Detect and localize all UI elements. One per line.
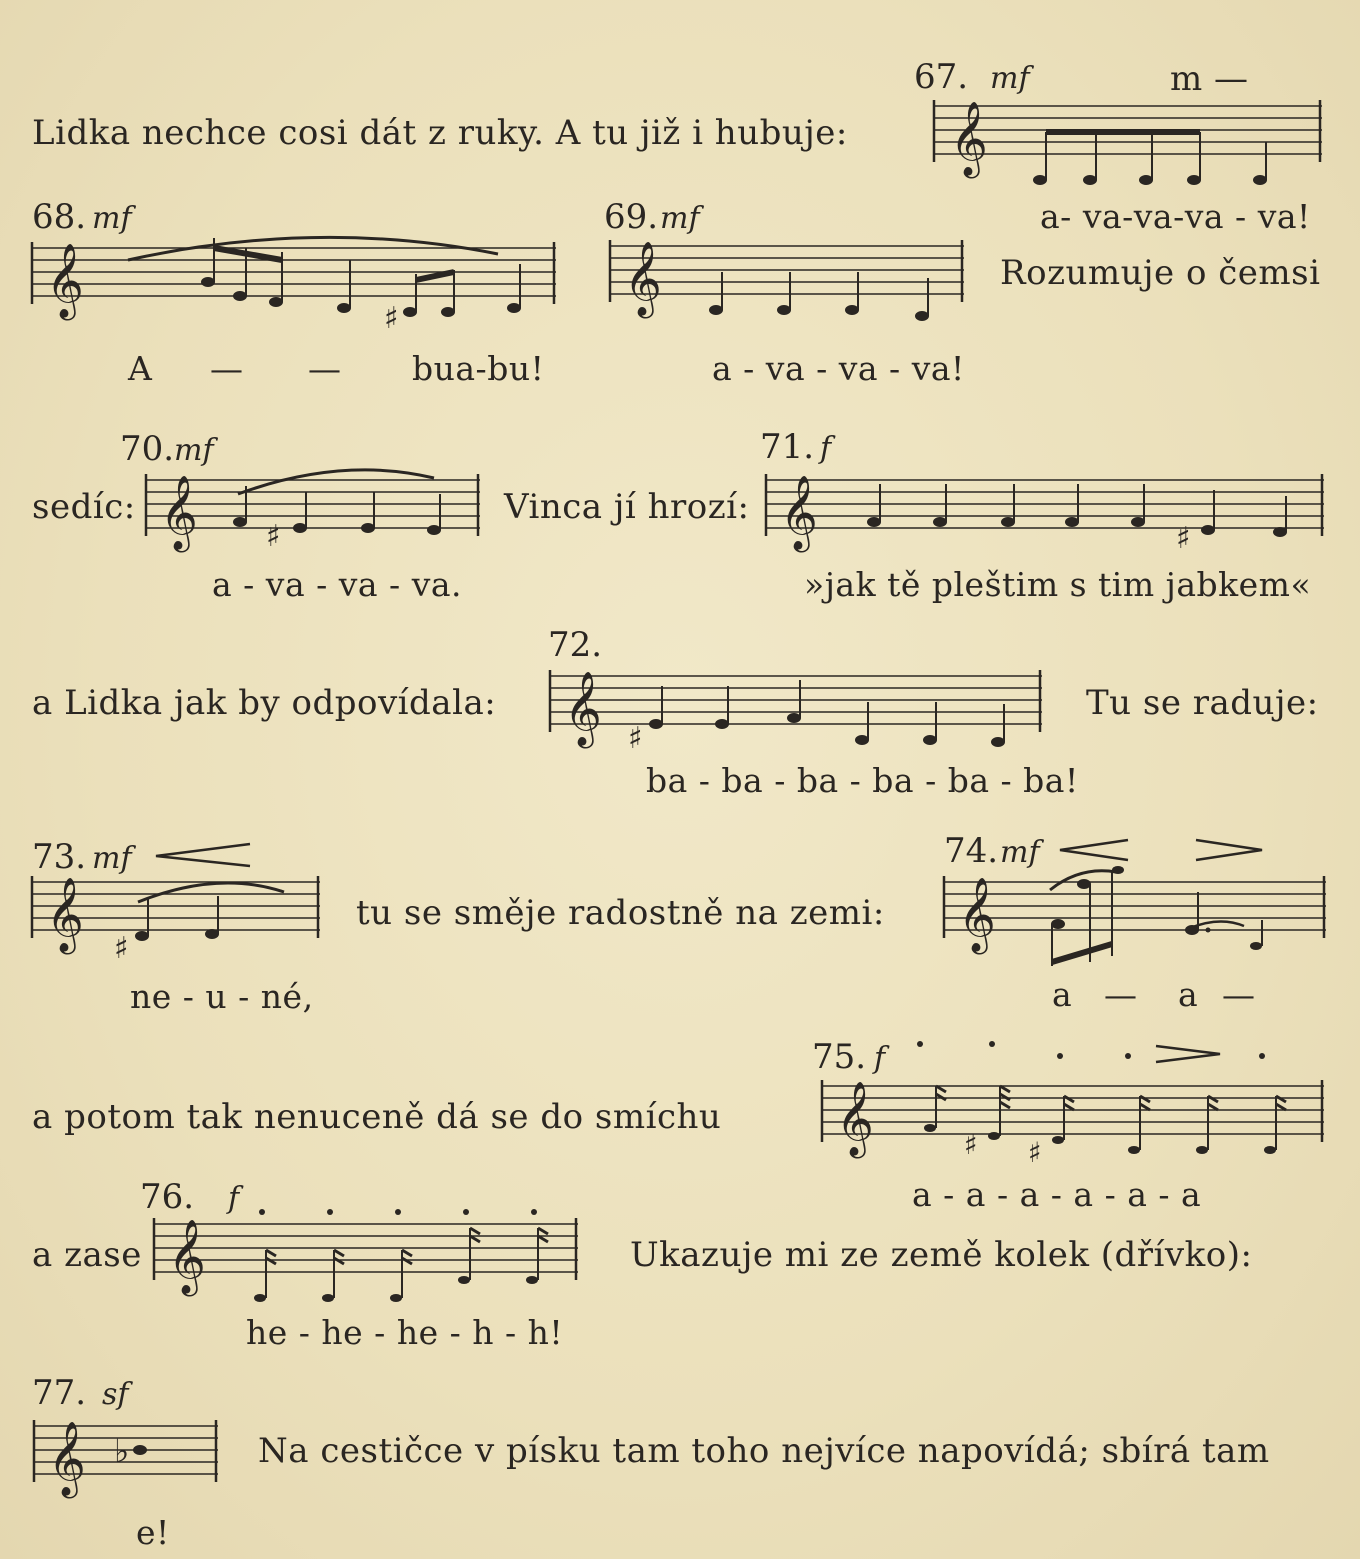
example-number: 71. (760, 427, 815, 467)
music-staff (940, 862, 1330, 972)
dynamic-marking: mf (92, 841, 132, 876)
narrative-line: a zase (32, 1235, 142, 1275)
staff-lines (154, 1224, 578, 1272)
treble-clef-icon: 𝄞 (48, 1422, 86, 1496)
lyrics: a- va-va-va - va! (1040, 197, 1311, 236)
staccato-dots (900, 1036, 1280, 1070)
treble-clef-icon: 𝄞 (46, 878, 84, 952)
sharp-icon: ♯ (266, 519, 281, 554)
narrative-line: tu se směje radostně na zemi: (356, 893, 885, 933)
staff-lines (610, 246, 964, 294)
lyrics: ne - u - né, (130, 977, 314, 1016)
treble-clef-icon: 𝄞 (160, 476, 198, 550)
dynamic-marking: f (228, 1181, 240, 1216)
lyric-syllable: a (1052, 975, 1073, 1014)
treble-clef-icon: 𝄞 (836, 1082, 874, 1156)
dynamic-marking: mf (1000, 835, 1040, 870)
staff-lines (766, 480, 1324, 528)
staff-lines (32, 248, 556, 296)
lyrics: ba - ba - ba - ba - ba - ba! (646, 761, 1079, 800)
dynamic-marking: sf (102, 1377, 129, 1412)
dynamic-marking: mf (660, 201, 700, 236)
dynamic-marking: f (874, 1041, 886, 1076)
music-staff (28, 862, 324, 972)
treble-clef-icon: 𝄞 (168, 1220, 206, 1294)
example-number: 73. (32, 837, 87, 877)
music-staff (930, 92, 1326, 202)
lyric-syllable: a (1178, 975, 1199, 1014)
music-staff (142, 460, 484, 570)
music-staff (606, 226, 968, 336)
narrative-line: Tu se raduje: (1086, 683, 1319, 723)
treble-clef-icon: 𝄞 (46, 244, 84, 318)
lyric-dash: — (1104, 975, 1138, 1014)
narrative-line: Lidka nechce cosi dát z ruky. A tu již i hubuje: (32, 113, 848, 153)
dynamic-marking: mf (92, 201, 132, 236)
example-number: 74. (944, 831, 999, 871)
lyrics: »jak tě pleštim s tim jabkem« (804, 565, 1312, 604)
staff-lines (944, 882, 1326, 930)
treble-clef-icon: 𝄞 (624, 242, 662, 316)
narrative-line: Na cestičce v písku tam toho nejvíce napovídá; sbírá tam (258, 1431, 1270, 1471)
treble-clef-icon: 𝄞 (950, 102, 988, 176)
sharp-icon: ♯ (628, 721, 643, 756)
lyrics: a - va - va - va! (712, 349, 965, 388)
example-number: 70. (120, 429, 175, 469)
music-staff (762, 460, 1328, 570)
decrescendo-hairpin (1156, 1046, 1220, 1062)
dynamic-marking: f (820, 431, 832, 466)
treble-clef-icon: 𝄞 (780, 476, 818, 550)
example-number: 69. (604, 197, 659, 237)
sharp-icon: ♯ (964, 1128, 978, 1161)
music-staff (28, 228, 560, 338)
music-staff (546, 656, 1046, 766)
narrative-line: Rozumuje o čemsi (1000, 253, 1321, 293)
lyric-syllable: A (128, 349, 153, 388)
lyric-dash: — (210, 349, 244, 388)
sharp-icon: ♯ (1176, 521, 1191, 556)
example-number: 76. (140, 1177, 195, 1217)
notes (1033, 175, 1267, 185)
lyrics: e! (136, 1513, 170, 1552)
music-staff (30, 1406, 222, 1516)
example-number: 68. (32, 197, 87, 237)
narrative-line: sedíc: (32, 487, 136, 527)
narrative-line: a potom tak nenuceně dá se do smíchu (32, 1097, 722, 1137)
narrative-line: Vinca jí hrozí: (504, 487, 750, 527)
example-number: 72. (548, 625, 603, 665)
music-staff (818, 1066, 1328, 1176)
lyrics: he - he - he - h - h! (246, 1313, 564, 1352)
example-number: 67. (914, 57, 969, 97)
sharp-icon: ♯ (384, 301, 399, 336)
narrative-line: Ukazuje mi ze země kolek (dřívko): (630, 1235, 1253, 1275)
treble-clef-icon: 𝄞 (958, 878, 996, 952)
dynamic-marking: mf (174, 433, 214, 468)
sharp-icon: ♯ (1028, 1136, 1042, 1169)
lyric-dash: — (1222, 975, 1256, 1014)
lyric-syllable: bua-bu! (412, 349, 545, 388)
narrative-line: a Lidka jak by odpovídala: (32, 683, 497, 723)
lyric-dash: — (308, 349, 342, 388)
sharp-icon: ♯ (114, 931, 129, 966)
hummed-syllable: m — (1170, 59, 1249, 99)
lyrics: a - a - a - a - a - a (912, 1175, 1202, 1214)
lyrics: a - va - va - va. (212, 565, 463, 604)
treble-clef-icon: 𝄞 (564, 672, 602, 746)
example-number: 77. (32, 1373, 87, 1413)
dynamic-marking: mf (990, 61, 1030, 96)
flat-icon: ♭ (114, 1432, 130, 1470)
music-staff (150, 1204, 582, 1314)
example-number: 75. (812, 1037, 867, 1077)
